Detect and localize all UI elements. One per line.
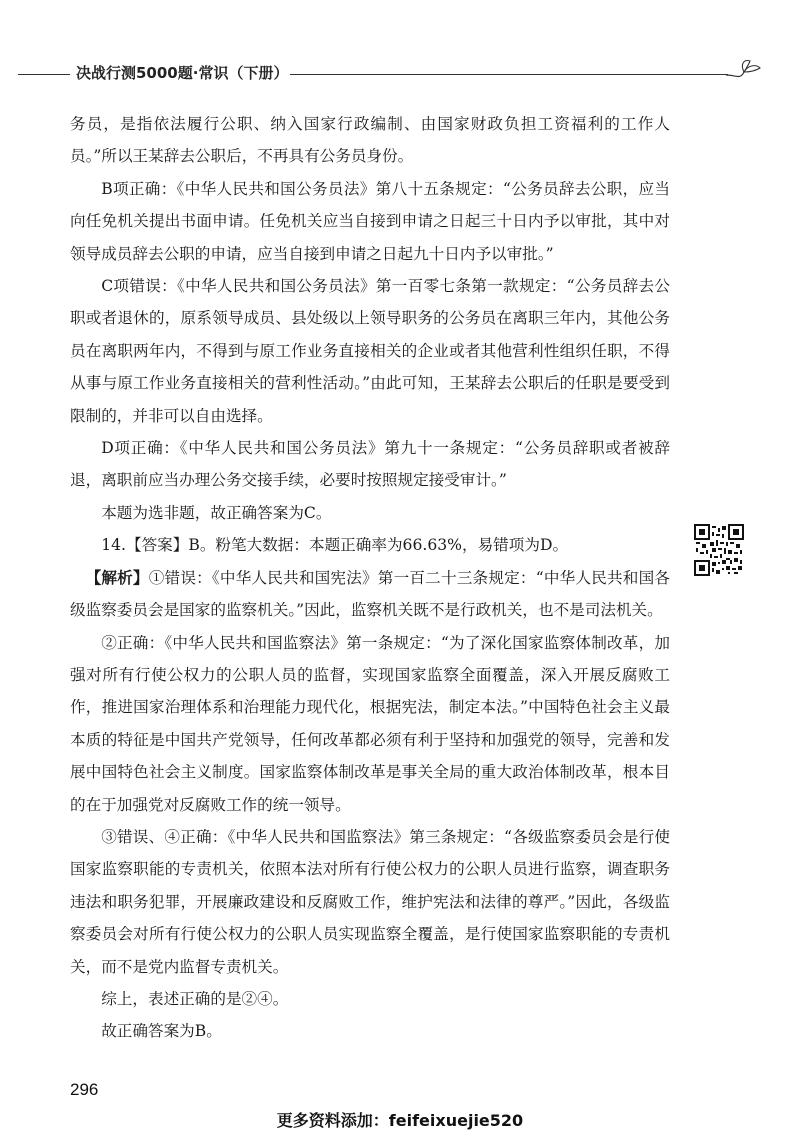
header-rule-right [290, 74, 728, 75]
footer-note: 更多资料添加：feifeixuejie520 [276, 1111, 524, 1130]
analysis-text: ①错误：《中华人民共和国宪法》第一百二十三条规定：“中华人民共和国各级监察委员会是国家的监察机关。”因此，监察机关既不是行政机关，也不是司法机关。 [70, 568, 670, 620]
article-body [70, 108, 670, 1048]
paragraph: B项正确：《中华人民共和国公务员法》第八十五条规定：“公务员辞去公职，应当向任免机关提出书面申请。任免机关应当自接到申请之日起三十日内予以审批，其中对领导成员辞去公职的申请，应当自接到申请之日起九十日内予以审批。” [70, 179, 670, 263]
header-rule-left [18, 74, 70, 75]
analysis-label: 【解析】 [85, 567, 149, 587]
running-header [18, 58, 758, 88]
paragraph: C项错误：《中华人民共和国公务员法》第一百零七条第一款规定：“公务员辞去公职或者退休的，原系领导成员、县处级以上领导职务的公务员在离职三年内，其他公务员在离职两年内，不得到与原工作业务直接相关的企业或者其他营利性组织任职，不得从事与原工作业务直接相关的营利性活动。”由此可知，王某辞去公职后的任职是要受到限制的，并非可以自由选择。 [70, 277, 670, 425]
paragraph: D项正确：《中华人民共和国公务员法》第九十一条规定：“公务员辞职或者被辞退，离职前应当办理公务交接手续，必要时按照规定接受审计。” [70, 439, 670, 490]
paragraph: ②正确：《中华人民共和国监察法》第一条规定：“为了深化国家监察体制改革，加强对所有行使公权力的公职人员的监督，实现国家监察全面覆盖，深入开展反腐败工作，推进国家治理体系和治理能力现代化，根据宪法，制定本法。”中国特色社会主义最本质的特征是中国共产党领导，任何改革都必须有利于坚持和加强党的领导，完善和发展中国特色社会主义制度。国家监察体制改革是事关全局的重大政治体制改革，根本目的在于加强党对反腐败工作的统一领导。 [70, 633, 670, 814]
paragraph: 务员，是指依法履行公职、纳入国家行政编制、由国家财政负担工资福利的工作人员。”所以王某辞去公职后，不再具有公务员身份。 [70, 115, 670, 166]
paragraph: ③错误、④正确：《中华人民共和国监察法》第三条规定：“各级监察委员会是行使国家监察职能的专责机关，依照本法对所有行使公权力的公职人员进行监察，调查职务违法和职务犯罪，开展廉政建设和反腐败工作，维护宪法和法律的尊严。”因此，各级监察委员会对所有行使公权力的公职人员实现监察全覆盖，是行使国家监察职能的专责机关，而不是党内监督专责机关。 [70, 827, 670, 976]
page-number: 296 [70, 1080, 99, 1099]
answer-line: 14.【答案】B。粉笔大数据：本题正确率为66.63%，易错项为D。 [101, 536, 569, 555]
sprout-icon [724, 58, 764, 86]
qr-code-icon[interactable] [694, 524, 744, 576]
header-title: 决战行测5000题·常识（下册） [76, 64, 289, 82]
paragraph: 本题为选非题，故正确答案为C。 [101, 503, 332, 522]
paragraph: 故正确答案为B。 [101, 1022, 222, 1041]
paragraph: 综上，表述正确的是②④。 [101, 989, 289, 1008]
analysis-paragraph [70, 562, 670, 627]
